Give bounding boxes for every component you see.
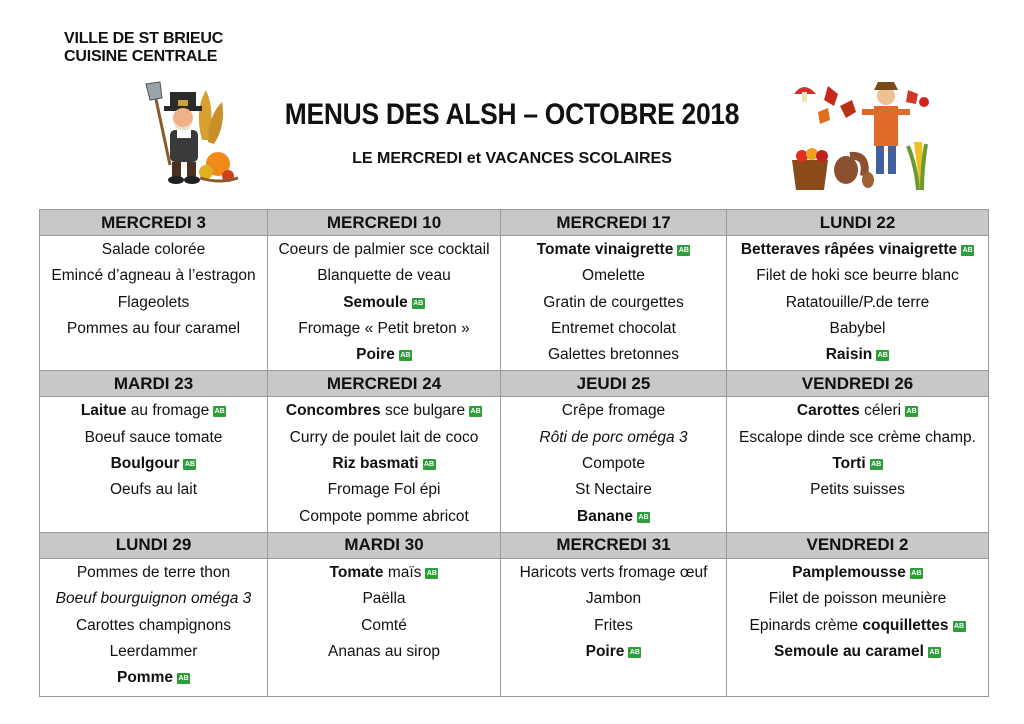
menu-item-text: St Nectaire — [575, 481, 652, 499]
menu-item-text: Escalope dinde sce crème champ. — [739, 428, 976, 446]
menu-item-text: Compote — [582, 455, 645, 473]
menu-item-text: céleri — [859, 402, 902, 420]
day-menu — [501, 236, 727, 371]
organization — [64, 30, 223, 66]
menu-item — [268, 586, 500, 612]
organic-ab-icon: AB — [184, 461, 195, 469]
menu-item-organic-text: Torti — [832, 455, 866, 473]
menu-item-text: Fromage « Petit breton » — [298, 319, 470, 337]
menu-item-organic-text: Raisin — [825, 346, 873, 364]
menu-item-text: Haricots verts fromage œuf — [519, 563, 708, 581]
menu-row — [40, 397, 989, 532]
menu-item — [40, 237, 267, 263]
day-menu — [40, 397, 268, 532]
menu-item — [268, 613, 500, 639]
menu-item — [40, 425, 267, 451]
menu-item — [268, 237, 500, 263]
day-menu — [501, 397, 727, 532]
org-line-2: CUISINE CENTRALE — [64, 48, 218, 65]
menu-item — [727, 398, 988, 424]
day-header: VENDREDI 26 — [727, 371, 989, 397]
menu-row — [40, 236, 989, 371]
menu-item — [727, 342, 988, 368]
menu-item-text: Salade colorée — [101, 241, 206, 258]
menu-item — [501, 586, 726, 612]
day-menu — [268, 236, 501, 371]
menu-item-organic-text: coquillettes — [862, 616, 949, 634]
menu-item — [727, 290, 988, 316]
page-title: MENUS DES ALSH – OCTOBRE 2018 — [284, 98, 740, 131]
menu-item-text: Leerdammer — [109, 642, 198, 660]
day-menu — [40, 558, 268, 696]
day-header: MERCREDI 10 — [268, 210, 501, 236]
menu-item-text: Filet de poisson meunière — [768, 590, 947, 608]
menu-item — [501, 613, 726, 639]
menu-item-text: Coeurs de palmier sce cocktail — [278, 241, 490, 258]
menu-item — [40, 665, 267, 691]
day-menu — [268, 397, 501, 532]
organic-ab-icon: AB — [877, 352, 888, 360]
menu-item — [727, 639, 988, 665]
menu-item — [501, 290, 726, 316]
menu-item-organic-text: Carottes — [796, 402, 860, 420]
menu-item — [268, 477, 500, 503]
menu-item-text: Carottes champignons — [75, 616, 232, 634]
organic-ab-icon: AB — [929, 648, 940, 656]
menu-item — [727, 560, 988, 586]
menu-item-text: Curry de poulet lait de coco — [289, 428, 479, 446]
menu-item-text: Blanquette de veau — [317, 267, 451, 285]
day-header: JEUDI 25 — [501, 371, 727, 397]
menu-item — [501, 316, 726, 342]
menu-item — [501, 237, 726, 263]
menu-item-text: Boeuf sauce tomate — [84, 428, 223, 446]
organic-ab-icon: AB — [214, 408, 225, 416]
menu-item-text: Emincé d’agneau à l’estragon — [51, 267, 256, 285]
menu-item — [727, 263, 988, 289]
menu-item-text: Rôti de porc oméga 3 — [539, 428, 688, 446]
menu-item-text: Paëlla — [362, 590, 406, 608]
pilgrim-illustration — [140, 80, 240, 190]
menu-item — [268, 316, 500, 342]
menu-item — [727, 237, 988, 263]
organic-ab-icon: AB — [424, 461, 435, 469]
menu-item-organic-text: Boulgour — [110, 455, 180, 473]
day-header: MERCREDI 17 — [501, 210, 727, 236]
menu-item — [40, 560, 267, 586]
menu-item — [40, 586, 267, 612]
menu-item-organic-text: Betteraves râpées vinaigrette — [740, 241, 958, 258]
org-line-1: VILLE DE ST BRIEUC — [64, 30, 224, 47]
menu-item — [727, 425, 988, 451]
day-header: LUNDI 29 — [40, 532, 268, 558]
menu-item — [40, 477, 267, 503]
day-header: MARDI 23 — [40, 371, 268, 397]
menu-item-text: Epinards crème — [749, 616, 863, 634]
menu-item — [268, 560, 500, 586]
menu-item-text: Crêpe fromage — [561, 402, 666, 420]
menu-item-text: Compote pomme abricot — [299, 507, 469, 525]
menu-item — [268, 290, 500, 316]
menu-item-text: Pommes de terre thon — [76, 563, 231, 581]
menu-item-text: Flageolets — [117, 293, 190, 311]
day-menu — [727, 397, 989, 532]
menu-item-organic-text: Riz basmati — [332, 455, 419, 473]
menu-item-organic-text: Tomate vinaigrette — [536, 241, 674, 258]
menu-item-text: sce bulgare — [380, 402, 466, 420]
menu-item-organic-text: Banane — [577, 507, 633, 525]
menu-item-text: Petits suisses — [810, 481, 905, 499]
organic-ab-icon: AB — [962, 247, 973, 254]
menu-item-text: Pommes au four caramel — [66, 319, 241, 337]
organic-ab-icon: AB — [911, 569, 922, 577]
menu-table — [39, 209, 989, 697]
day-menu — [727, 236, 989, 371]
organic-ab-icon: AB — [178, 675, 189, 683]
menu-item — [268, 504, 500, 530]
menu-item — [40, 290, 267, 316]
day-header: VENDREDI 2 — [727, 532, 989, 558]
menu-item — [268, 425, 500, 451]
menu-item-text: au fromage — [126, 402, 210, 420]
menu-item — [40, 639, 267, 665]
menu-item-text: Babybel — [829, 319, 886, 337]
day-header-row — [40, 532, 989, 558]
menu-item — [40, 398, 267, 424]
menu-item — [501, 639, 726, 665]
menu-item — [501, 560, 726, 586]
menu-item-organic-text: Tomate — [329, 563, 384, 581]
organic-ab-icon: AB — [470, 408, 481, 416]
menu-item — [501, 451, 726, 477]
menu-item — [727, 316, 988, 342]
menu-row — [40, 558, 989, 696]
day-menu — [501, 558, 727, 696]
menu-item-text: Filet de hoki sce beurre blanc — [756, 267, 959, 285]
menu-item — [268, 639, 500, 665]
menu-item-organic-text: Poire — [585, 642, 625, 660]
menu-item-organic-text: Poire — [356, 346, 395, 364]
day-header: MERCREDI 31 — [501, 532, 727, 558]
menu-item — [501, 504, 726, 530]
menu-item-organic-text: Concombres — [285, 402, 381, 420]
menu-item-organic-text: Pamplemousse — [792, 563, 906, 581]
menu-item-text: maïs — [383, 563, 422, 581]
menu-item-organic-text: Semoule au caramel — [774, 642, 924, 660]
day-menu — [727, 558, 989, 696]
organic-ab-icon: AB — [629, 648, 640, 656]
menu-item-text: Gratin de courgettes — [543, 293, 684, 311]
day-header-row — [40, 371, 989, 397]
organic-ab-icon: AB — [413, 299, 424, 307]
menu-item — [501, 398, 726, 424]
menu-item-text: Frites — [594, 616, 633, 634]
organic-ab-icon: AB — [638, 513, 649, 521]
menu-item-text: Jambon — [585, 590, 642, 608]
menu-item-text: Comté — [361, 616, 407, 634]
menu-item-text: Ratatouille/P.de terre — [785, 293, 930, 311]
day-header: LUNDI 22 — [727, 210, 989, 236]
menu-item-organic-text: Laitue — [80, 402, 127, 420]
menu-item — [268, 263, 500, 289]
organic-ab-icon: AB — [906, 408, 917, 416]
day-header: MERCREDI 24 — [268, 371, 501, 397]
menu-item — [501, 342, 726, 368]
organic-ab-icon: AB — [953, 622, 965, 630]
day-header: MERCREDI 3 — [40, 210, 268, 236]
menu-item-text: Entremet chocolat — [551, 319, 676, 337]
organic-ab-icon: AB — [871, 461, 882, 469]
menu-item — [40, 613, 267, 639]
menu-item-text: Ananas au sirop — [327, 642, 441, 660]
menu-item — [268, 398, 500, 424]
menu-item — [40, 316, 267, 342]
menu-item-organic-text: Semoule — [343, 293, 408, 311]
page-subtitle: LE MERCREDI et VACANCES SCOLAIRES — [352, 150, 672, 167]
menu-item — [40, 451, 267, 477]
day-header: MARDI 30 — [268, 532, 501, 558]
menu-item — [727, 586, 988, 612]
menu-item — [501, 263, 726, 289]
day-menu — [268, 558, 501, 696]
menu-item — [268, 342, 500, 368]
menu-item — [727, 477, 988, 503]
menu-item — [268, 451, 500, 477]
organic-ab-icon: AB — [678, 247, 689, 254]
menu-item — [40, 263, 267, 289]
menu-item-text: Boeuf bourguignon oméga 3 — [55, 590, 252, 608]
menu-item-text: Fromage Fol épi — [327, 481, 441, 499]
menu-item-text: Oeufs au lait — [109, 481, 198, 499]
menu-item-text: Galettes bretonnes — [548, 346, 679, 364]
menu-item-organic-text: Pomme — [117, 669, 173, 687]
organic-ab-icon: AB — [400, 352, 411, 360]
menu-item — [727, 613, 988, 639]
day-header-row — [40, 210, 989, 236]
menu-item-text: Omelette — [582, 267, 645, 285]
menu-item — [501, 425, 726, 451]
menu-item — [727, 451, 988, 477]
day-menu — [40, 236, 268, 371]
menu-item — [501, 477, 726, 503]
autumn-illustration — [790, 82, 938, 194]
organic-ab-icon: AB — [426, 569, 437, 577]
